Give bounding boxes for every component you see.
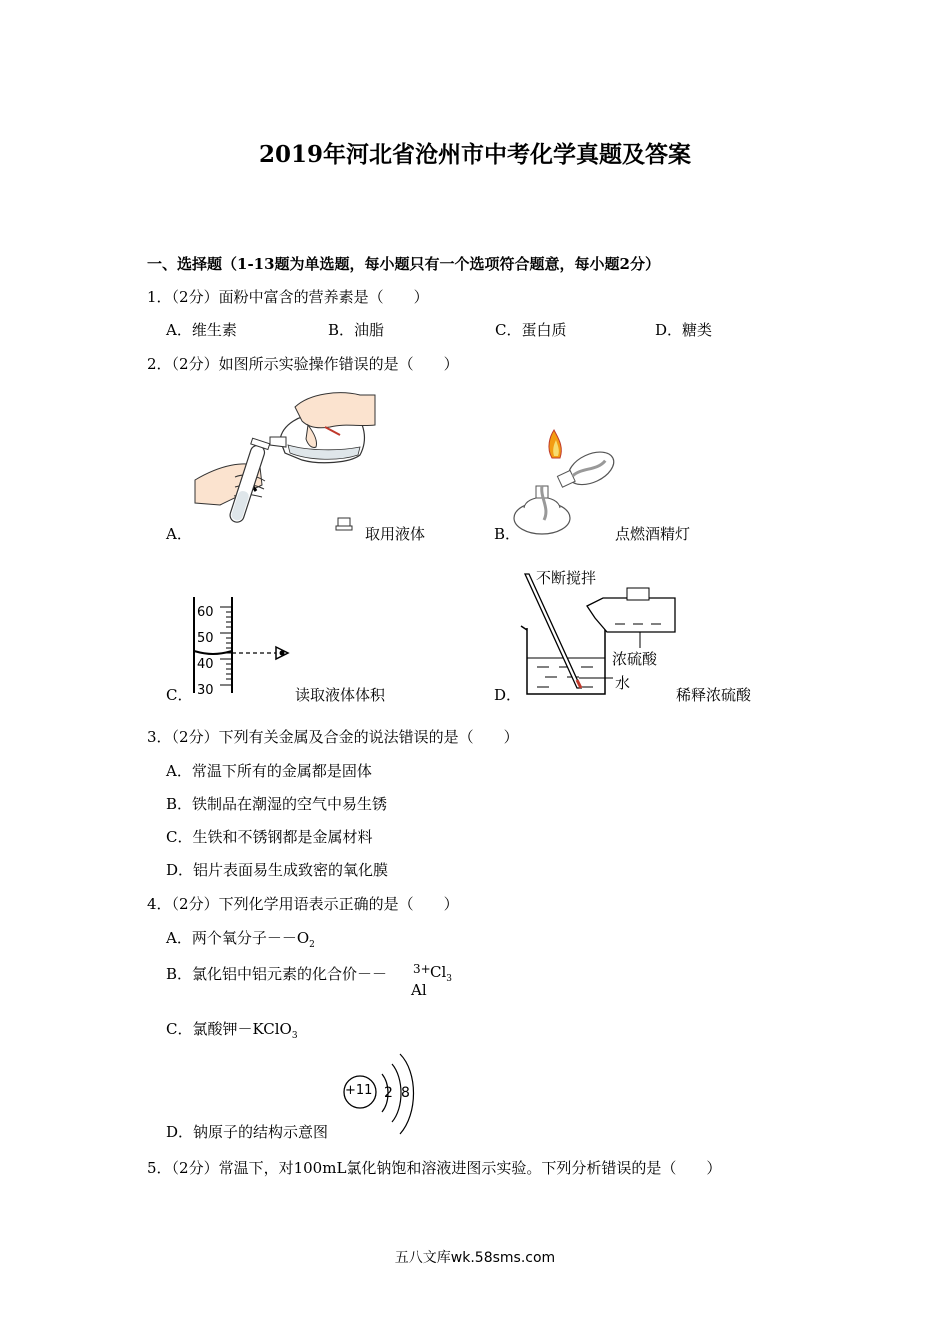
q1-option-a: A．维生素: [166, 321, 237, 339]
q2-option-b-caption: 点燃酒精灯: [615, 525, 691, 543]
acid-label: 浓硫酸: [612, 650, 658, 668]
q4-option-b-text: B．氯化铝中铝元素的化合价－－: [166, 965, 388, 983]
q5-stem: 5．（2分）常温下，对100mL氯化钠饱和溶液进图示实验。下列分析错误的是（ ）: [147, 1159, 722, 1177]
nucleus-charge: +11: [345, 1083, 373, 1098]
q3-option-b: B．铁制品在潮湿的空气中易生锈: [166, 795, 388, 813]
shell-1-electrons: 2: [384, 1085, 393, 1101]
tick-60: 60: [197, 605, 214, 620]
cylinder-tick-labels: [197, 600, 214, 704]
footer-watermark: 五八文库wk.58sms.com: [394, 1250, 556, 1266]
q4-b-valence: 3+: [413, 962, 431, 976]
q4-c-text: C．氯酸钾－KClO: [166, 1020, 292, 1038]
q2-stem: 2．（2分）如图所示实验操作错误的是（ ）: [147, 355, 459, 373]
pour-liquid-illustration: [190, 385, 375, 545]
q1-stem: 1．（2分）面粉中富含的营养素是（ ）: [147, 288, 429, 306]
q2-option-c-caption: 读取液体体积: [295, 686, 386, 704]
q1-option-d: D．糖类: [655, 321, 713, 339]
dilute-acid-illustration: [515, 570, 695, 700]
q2-option-c-label: C．: [166, 686, 193, 704]
q2-option-a-caption: 取用液体: [365, 525, 426, 543]
q4-option-c: [166, 1018, 298, 1041]
section-heading: 一、选择题（1-13题为单选题，每小题只有一个选项符合题意，每小题2分）: [147, 255, 660, 273]
q4-option-a: [166, 927, 315, 950]
alcohol-lamp-illustration: [510, 428, 620, 543]
q3-option-a: A．常温下所有的金属都是固体: [166, 762, 372, 780]
q2-option-d-caption: 稀释浓硫酸: [676, 686, 752, 704]
q4-a-text: A．两个氧分子－－O: [166, 929, 310, 947]
tick-40: 40: [197, 657, 214, 672]
q3-option-c: C．生铁和不锈钢都是金属材料: [166, 828, 373, 846]
q3-option-d: D．铝片表面易生成致密的氧化膜: [166, 861, 389, 879]
q1-option-c: C．蛋白质: [495, 321, 567, 339]
q3-stem: 3．（2分）下列有关金属及合金的说法错误的是（ ）: [147, 728, 519, 746]
q1-option-b: B．油脂: [328, 321, 385, 339]
q4-b-element: Al: [411, 981, 427, 999]
q4-b-cl: Cl: [430, 963, 447, 981]
page-title: 2019年河北省沧州市中考化学真题及答案: [258, 141, 691, 168]
q4-b-chlorine: [430, 963, 452, 984]
q2-option-a-label: A．: [166, 525, 192, 543]
tick-30: 30: [197, 683, 214, 698]
water-label: 水: [615, 674, 631, 692]
q2-option-b-label: B．: [494, 525, 521, 543]
stir-label: 不断搅拌: [536, 569, 597, 587]
shell-2-electrons: 8: [401, 1085, 410, 1101]
q2-option-d-label: D．: [494, 686, 522, 704]
q4-b-subscript: 3: [446, 974, 453, 984]
q4-stem: 4．（2分）下列化学用语表示正确的是（ ）: [147, 895, 459, 913]
q4-a-subscript: 2: [309, 940, 315, 950]
q4-option-d: D．钠原子的结构示意图: [166, 1123, 329, 1141]
q4-c-subscript: 3: [291, 1031, 298, 1041]
tick-50: 50: [197, 631, 214, 646]
